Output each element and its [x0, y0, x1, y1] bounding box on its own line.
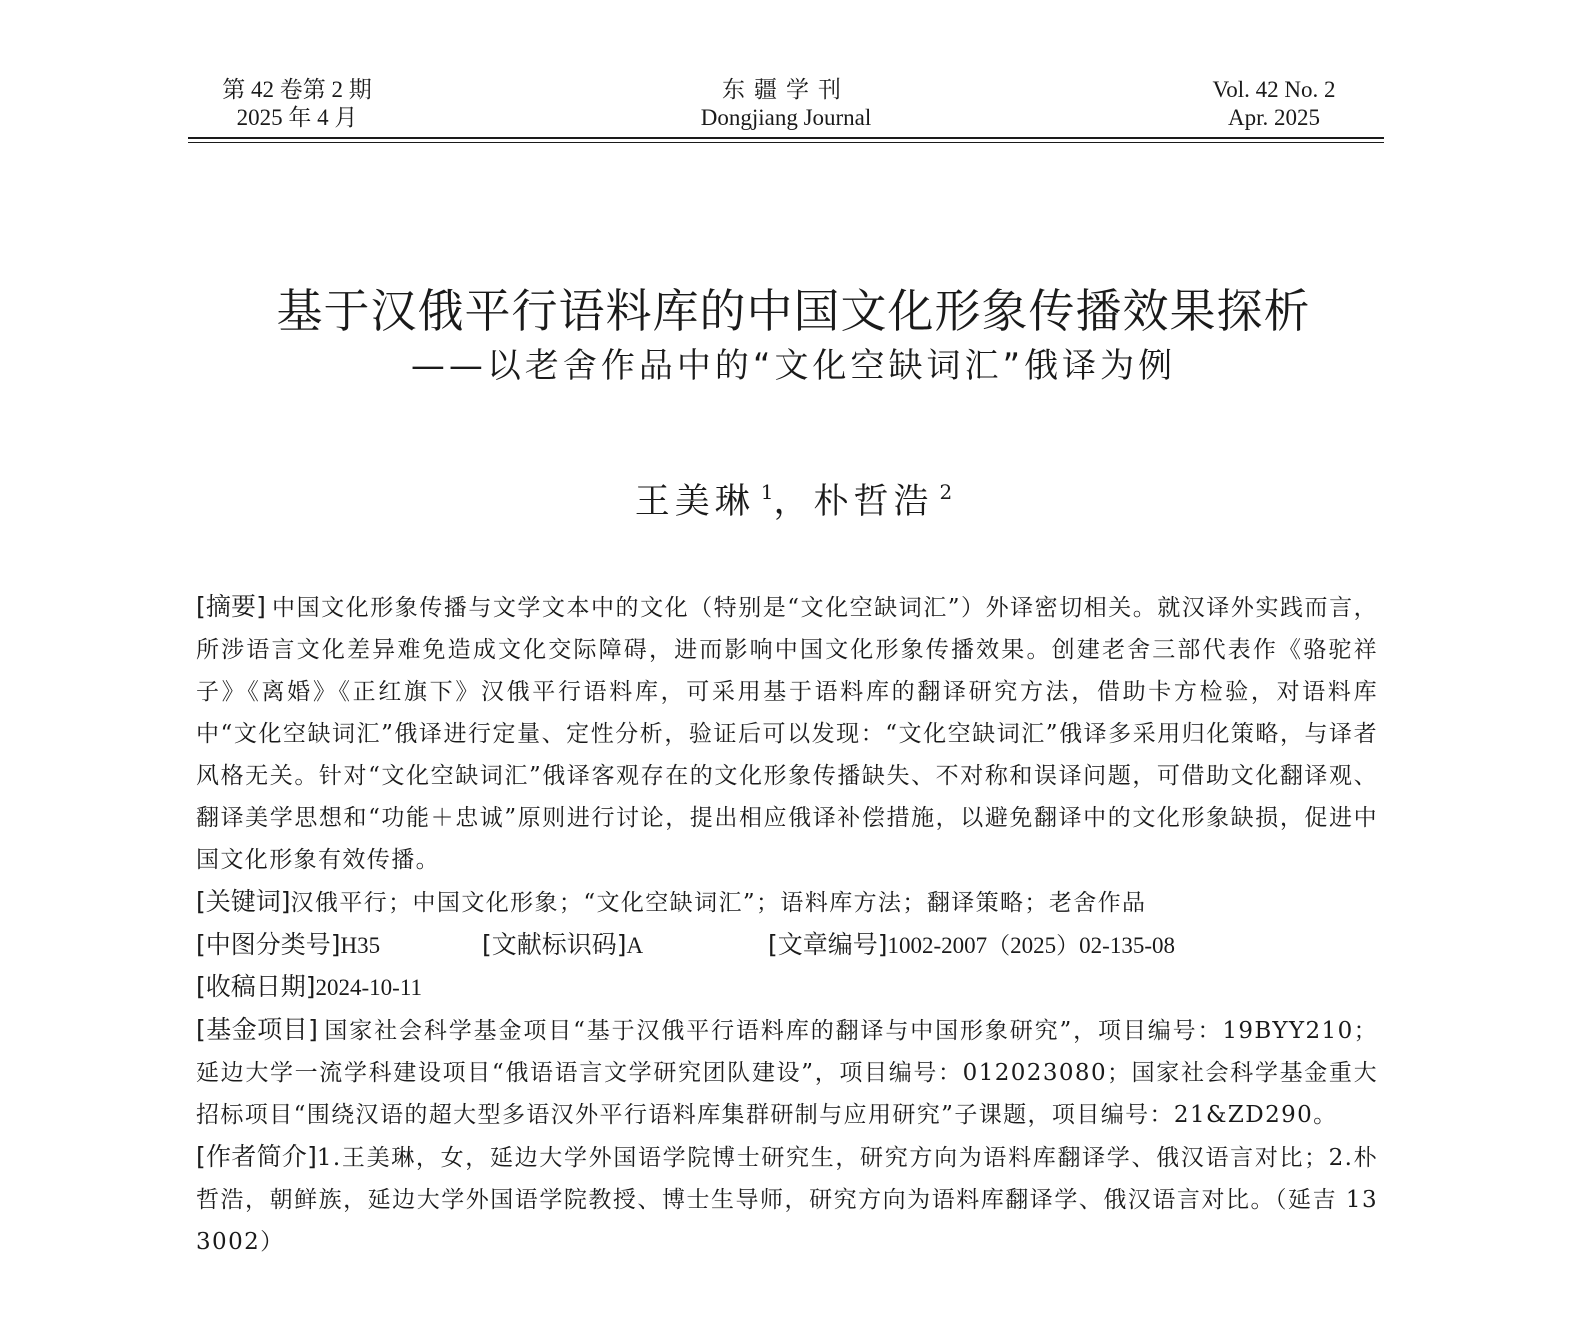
header-rule-thin — [188, 142, 1384, 143]
article-number-field — [768, 924, 1175, 967]
received-value: 2024-10-11 — [315, 975, 422, 1000]
paper-title: 基于汉俄平行语料库的中国文化形象传播效果探析 — [276, 284, 1311, 338]
journal-name — [654, 76, 918, 132]
author-line — [0, 478, 1587, 526]
funding — [196, 1009, 1378, 1136]
funding-text: 国家社会科学基金项目“基于汉俄平行语料库的翻译与中国形象研究”，项目编号：19BYY210；延边大学一流学科建设项目“俄语语言文学研究团队建设”，项目编号：012023080；国家社会科学基金重大招标项目“围绕汉语的超大型多语汉外平行语料库集群研制与应用研究”子课题，项目编号：21&ZD290。 — [196, 1018, 1378, 1128]
author-separator: ， — [773, 482, 814, 522]
header-rule-thick — [188, 137, 1384, 139]
keywords-text: 汉俄平行；中国文化形象；“文化空缺词汇”；语料库方法；翻译策略；老舍作品 — [290, 890, 1147, 916]
article-number-label: [文章编号] — [768, 930, 888, 959]
running-header — [188, 76, 1384, 136]
author-name-1: 王美琳 — [634, 482, 755, 522]
received-date — [196, 966, 1378, 1009]
author-bio-label: [作者简介] — [196, 1142, 317, 1171]
received-label: [收稿日期] — [196, 972, 316, 1001]
funding-label: [基金项目] — [196, 1015, 318, 1044]
keywords — [196, 881, 1378, 924]
paper-subtitle: ——以老舍作品中的“文化空缺词汇”俄译为例 — [410, 346, 1177, 386]
volume-issue-cn: 第 42 卷第 2 期 — [222, 77, 372, 102]
date-cn: 2025 年 4 月 — [236, 105, 358, 130]
author-bio-text: 1.王美琳，女，延边大学外国语学院博士研究生，研究方向为语料库翻译学、俄汉语言对比；2.朴哲浩，朝鲜族，延边大学外国语学院教授、博士生导师，研究方向为语料库翻译学、俄汉语言对比。（延吉 133002） — [196, 1145, 1379, 1255]
volume-issue-en: Vol. 42 No. 2 — [1212, 77, 1336, 102]
issue-info-en — [1178, 76, 1370, 132]
abstract — [196, 586, 1378, 881]
doc-code-label: [文献标识码] — [482, 930, 627, 959]
author-name-2: 朴哲浩 — [813, 482, 934, 522]
clc-field — [196, 924, 380, 967]
author-bio — [196, 1136, 1378, 1263]
author-affiliation-2: 2 — [939, 480, 953, 504]
classification-row — [196, 924, 1378, 966]
keywords-label: [关键词] — [196, 887, 291, 916]
clc-label: [中图分类号] — [196, 930, 341, 959]
doc-code-field — [482, 924, 643, 967]
issue-info-cn — [202, 76, 392, 132]
clc-value: H35 — [340, 933, 381, 958]
abstract-label: [摘要] — [196, 592, 266, 621]
author-affiliation-1: 1 — [760, 480, 774, 504]
date-en: Apr. 2025 — [1228, 105, 1320, 130]
abstract-text: 中国文化形象传播与文学文本中的文化（特别是“文化空缺词汇”）外译密切相关。就汉译外实践而言，所涉语言文化差异难免造成文化交际障碍，进而影响中国文化形象传播效果。创建老舍三部代表作《骆驼祥子》《离婚》《正红旗下》汉俄平行语料库，可采用基于语料库的翻译研究方法，借助卡方检验，对语料库中“文化空缺词汇”俄译进行定量、定性分析，验证后可以发现：“文化空缺词汇”俄译多采用归化策略，与译者风格无关。针对“文化空缺词汇”俄译客观存在的文化形象传播缺失、不对称和误译问题，可借助文化翻译观、翻译美学思想和“功能＋忠诚”原则进行讨论，提出相应俄译补偿措施，以避免翻译中的文化形象缺损，促进中国文化形象有效传播。 — [196, 595, 1378, 873]
doc-code-value: A — [626, 933, 644, 958]
article-number-value: 1002-2007（2025）02-135-08 — [887, 933, 1175, 958]
front-matter — [196, 586, 1378, 1263]
journal-name-cn: 东疆学刊 — [722, 77, 850, 103]
journal-name-en: Dongjiang Journal — [700, 105, 872, 130]
